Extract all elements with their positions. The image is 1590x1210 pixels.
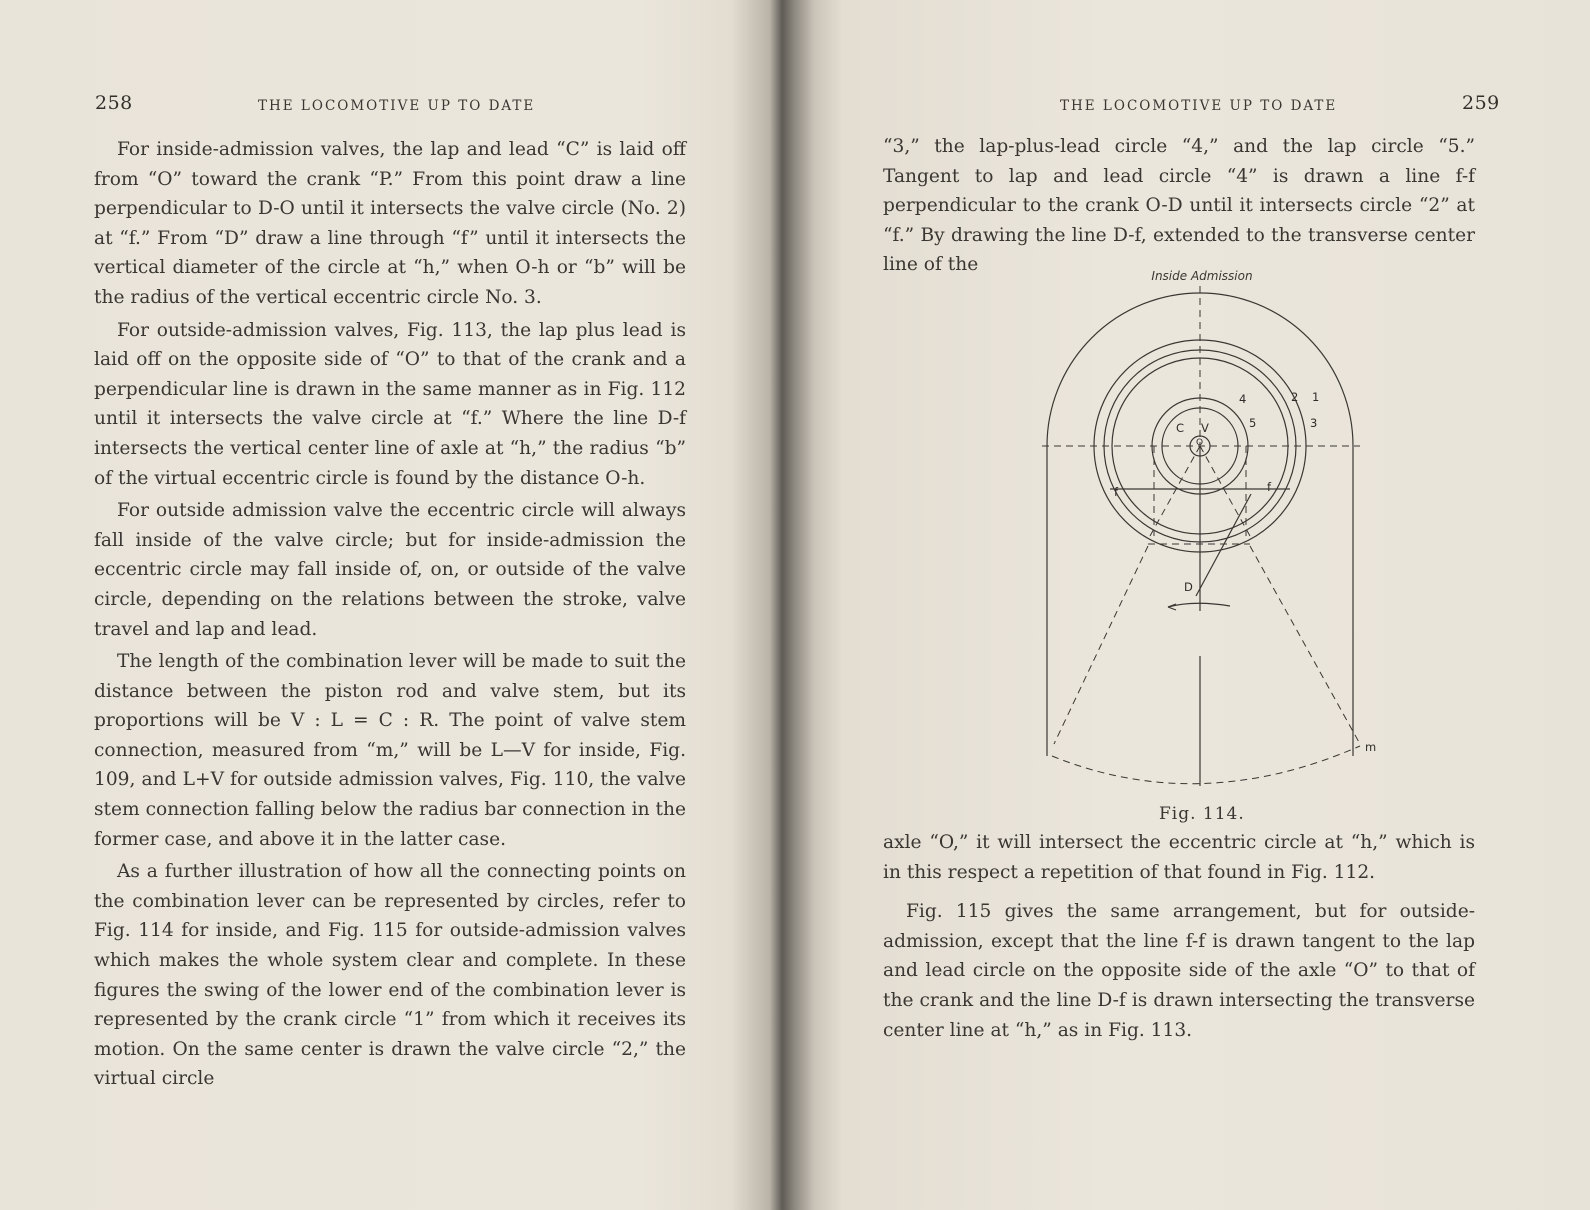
right-paragraph-last: Fig. 115 gives the same arrangement, but for outside-admission, except that the line f-f is drawn tangent to the lap and lead circle on the opposite side of the axle “O” to that of the crank and the line D-f is drawn intersecting the transverse center line at “h,” as in Fig. 113. (883, 901, 1475, 1041)
left-page-number: 258 (95, 92, 133, 114)
label-1: 1 (1312, 390, 1320, 404)
figure-title: Inside Admission (1151, 269, 1253, 283)
label-c: C (1176, 421, 1185, 435)
right-running-head: THE LOCOMOTIVE UP TO DATE (1060, 98, 1338, 114)
left-paragraph-4: The length of the combination lever will be made to suit the distance between the piston rod and valve stem, but its proportions will be V : L = C : R. The point of valve stem connection, measured from “m,” will be L—V for inside, Fig. 109, and L+V for outside admission valves, Fig. 110, the valve stem connection falling below the radius bar connection in the former case, and above it in the latter case. (94, 651, 686, 850)
label-m: m (1365, 740, 1377, 754)
right-paragraph-top: “3,” the lap-plus-lead circle “4,” and the lap circle “5.” Tangent to lap and lead circle “4” is drawn a line f-f perpendicular to the crank O-D until it intersects circle “2” at “f.” By drawing the line D-f, extended to the transverse center line of the (883, 136, 1475, 276)
label-f-right: f (1267, 480, 1272, 494)
label-d: D (1184, 580, 1193, 594)
label-2: 2 (1291, 390, 1299, 404)
right-paragraph-after-figure: axle “O,” it will intersect the eccentric circle at “h,” which is in this respect a repetition of that found in Fig. 112. (883, 832, 1475, 883)
left-paragraph-3: For outside admission valve the eccentric circle will always fall inside of the valve circle; but for inside-admission the eccentric circle may fall inside of, on, or outside of the valve circle, depending on the relations between the stroke, valve travel and lap and lead. (94, 500, 686, 640)
figure-114 (1014, 266, 1384, 824)
label-5: 5 (1249, 416, 1257, 430)
right-page (792, 0, 1590, 1210)
label-f-left: f (1114, 485, 1119, 499)
right-page-number: 259 (1462, 92, 1500, 114)
label-o: O (1196, 438, 1204, 448)
line-d-f (1196, 494, 1251, 596)
left-running-head: THE LOCOMOTIVE UP TO DATE (258, 98, 536, 114)
label-v: V (1201, 421, 1209, 435)
left-text-block (94, 135, 686, 1097)
valve-circle-diagram (1014, 266, 1384, 806)
left-paragraph-1: For inside-admission valves, the lap and lead “C” is laid off from “O” toward the crank “P.” From this point draw a line perpendicular to D-O until it intersects the valve circle (No. 2) at “f.” From “D” draw a line through “f” until it intersects the vertical diameter of the circle at “h,” when O-h or “b” will be the radius of the vertical eccentric circle No. 3. (94, 139, 686, 308)
left-paragraph-2: For outside-admission valves, Fig. 113, the lap plus lead is laid off on the opposite side of “O” to that of the crank and a perpendicular line is drawn in the same manner as in Fig. 112 until it intersects the valve circle at “f.” Where the line D-f intersects the vertical center line of axle at “h,” the radius “b” of the virtual eccentric circle is found by the distance O-h. (94, 319, 686, 489)
left-page (0, 0, 790, 1210)
right-text-top (883, 132, 1475, 283)
left-paragraph-5: As a further illustration of how all the connecting points on the combination lever can be represented by circles, refer to Fig. 114 for inside, and Fig. 115 for outside-admission valves which makes the whole system clear and complete. In these figures the swing of the lower end of the combination lever is represented by the crank circle “1” from which it receives its motion. On the same center is drawn the valve circle “2,” the virtual circle (94, 861, 686, 1090)
label-4: 4 (1239, 392, 1247, 406)
figure-caption: Fig. 114. (1159, 804, 1245, 824)
right-text-bottom (883, 828, 1475, 1048)
label-3: 3 (1310, 416, 1318, 430)
